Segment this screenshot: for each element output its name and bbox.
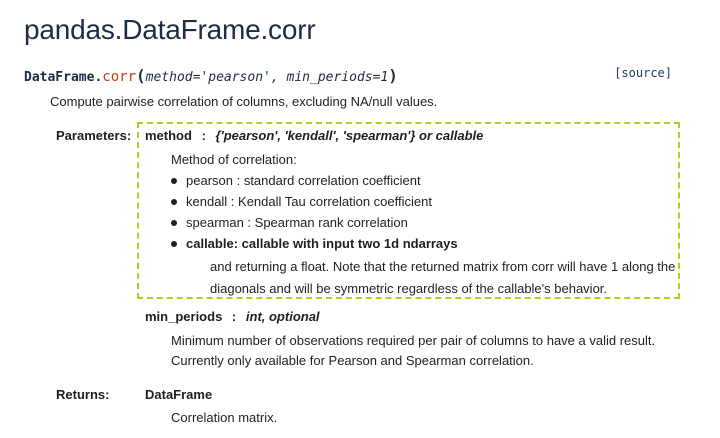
bullet-item-callable [171,236,458,251]
signature-open-paren: ( [136,66,146,85]
bullet-dot [171,199,177,205]
bullet-text: pearson : standard correlation coefficient [186,173,421,188]
source-link[interactable]: [source] [614,66,672,80]
bullet-dot [171,220,177,226]
param-method-separator: : [201,128,206,143]
returns-description: Correlation matrix. [171,410,278,425]
bullet-text: kendall : Kendall Tau correlation coefficient [186,194,432,209]
param-min-periods-separator: : [231,309,237,324]
bullet-text: spearman : Spearman rank correlation [186,215,408,230]
bullet-item-pearson [171,173,421,188]
bullet-dot [171,241,177,247]
page-title: pandas.DataFrame.corr [24,14,316,45]
function-summary: Compute pairwise correlation of columns, excluding NA/null values. [50,94,438,109]
function-signature [24,66,398,85]
param-method-name: method [145,128,192,143]
param-min-periods-description-2: Currently only available for Pearson and Spearman correlation. [171,353,534,368]
bullet-text: callable: callable with input two 1d ndarrays [186,236,458,251]
signature-function-name: corr [102,69,136,85]
returns-label: Returns: [56,387,110,402]
param-method-heading [145,128,483,143]
returns-type: DataFrame [145,387,213,402]
param-method-type: {'pearson', 'kendall', 'spearman'} or callable [215,128,484,143]
signature-close-paren: ) [388,66,398,85]
param-min-periods-heading [145,309,320,324]
param-min-periods-description-1: Minimum number of observations required per pair of columns to have a valid result. [171,333,656,348]
bullet-item-spearman [171,215,408,230]
param-min-periods-type: int, optional [245,309,320,324]
param-method-description: Method of correlation: [171,152,297,167]
signature-args: method='pearson', min_periods=1 [145,70,389,85]
parameters-label: Parameters: [56,128,132,143]
bullet-item-kendall [171,194,432,209]
callable-continuation: and returning a float. Note that the returned matrix from corr will have 1 along the diagonals and will be symmetric regardless of the callable's behavior. [210,259,676,296]
signature-class-prefix: DataFrame. [24,70,103,85]
bullet-dot [171,178,177,184]
param-min-periods-name: min_periods [145,309,223,324]
